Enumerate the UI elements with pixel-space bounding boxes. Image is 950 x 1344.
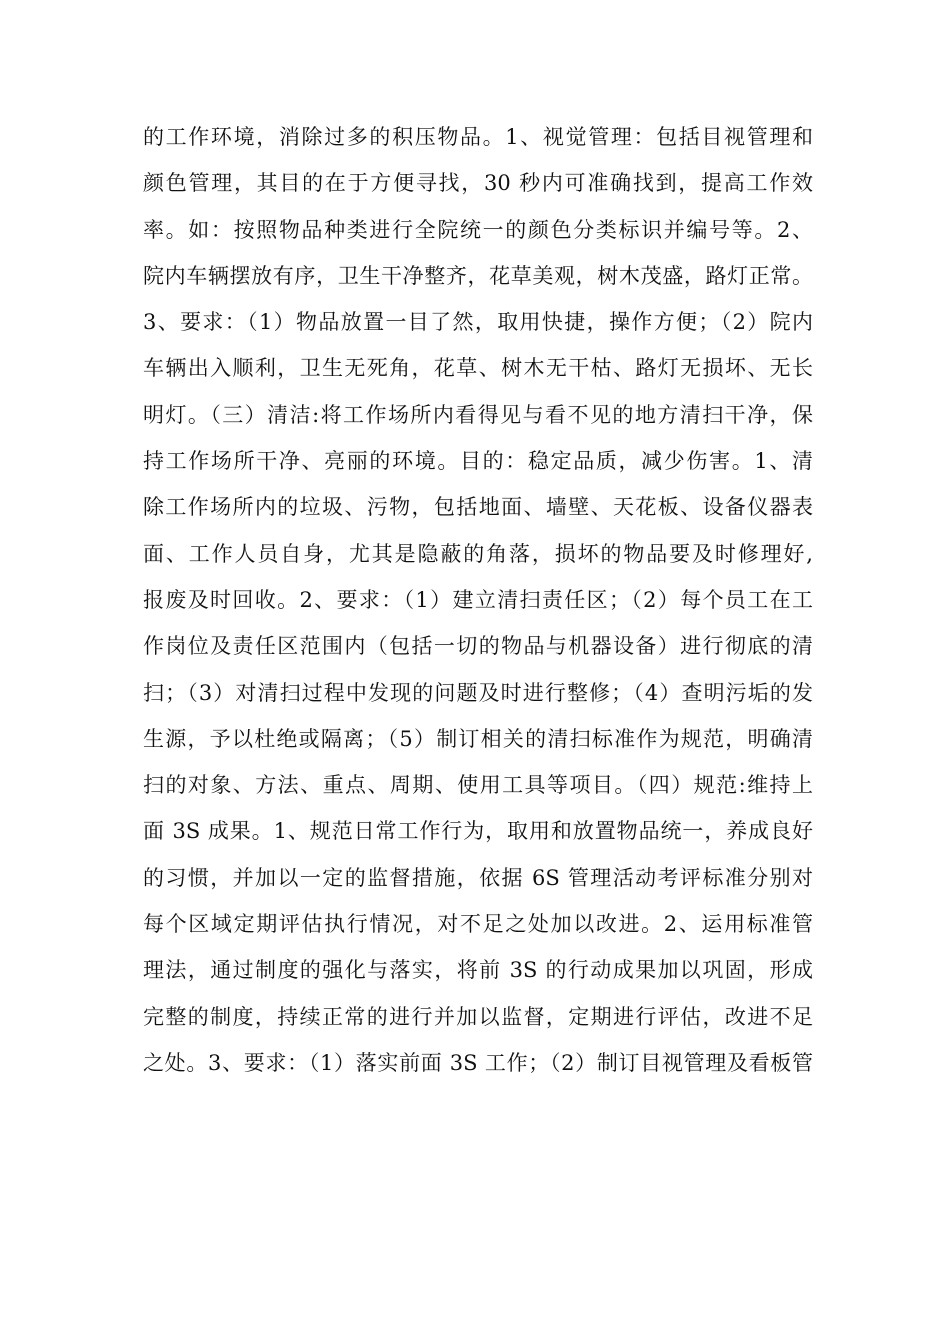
text-line-7: 明灯。（三）清洁:将工作场所内看得见与看不见的地方清扫干净，保 bbox=[143, 402, 813, 427]
text-line-20: 完整的制度，持续正常的进行并加以监督，定期进行评估，改进不足 bbox=[143, 1004, 813, 1029]
text-line-12: 作岗位及责任区范围内（包括一切的物品与机器设备）进行彻底的清 bbox=[143, 634, 813, 659]
text-line-5: 3、要求：（1）物品放置一目了然，取用快捷，操作方便；（2）院内 bbox=[143, 310, 813, 335]
text-line-2: 颜色管理，其目的在于方便寻找，30 秒内可准确找到，提高工作效 bbox=[143, 171, 813, 196]
body-text bbox=[143, 114, 813, 1086]
text-line-6: 车辆出入顺利，卫生无死角，花草、树木无干枯、路灯无损坏、无长 bbox=[143, 356, 813, 381]
text-line-21: 之处。3、要求：（1）落实前面 3S 工作；（2）制订目视管理及看板管 bbox=[143, 1050, 813, 1075]
text-line-19: 理法，通过制度的强化与落实，将前 3S 的行动成果加以巩固，形成 bbox=[143, 958, 813, 983]
text-line-4: 院内车辆摆放有序，卫生干净整齐，花草美观，树木茂盛，路灯正常。 bbox=[143, 263, 813, 288]
text-line-13: 扫；（3）对清扫过程中发现的问题及时进行整修；（4）查明污垢的发 bbox=[143, 680, 813, 705]
text-line-11: 报废及时回收。2、要求：（1）建立清扫责任区；（2）每个员工在工 bbox=[143, 587, 813, 612]
text-line-16: 面 3S 成果。1、规范日常工作行为，取用和放置物品统一，养成良好 bbox=[143, 819, 813, 844]
text-line-18: 每个区域定期评估执行情况，对不足之处加以改进。2、运用标准管 bbox=[143, 912, 813, 937]
text-line-14: 生源，予以杜绝或隔离；（5）制订相关的清扫标准作为规范，明确清 bbox=[143, 726, 813, 751]
text-line-10: 面、工作人员自身，尤其是隐蔽的角落，损坏的物品要及时修理好, bbox=[143, 541, 813, 566]
text-line-9: 除工作场所内的垃圾、污物，包括地面、墙壁、天花板、设备仪器表 bbox=[143, 495, 813, 520]
text-line-8: 持工作场所干净、亮丽的环境。目的：稳定品质，减少伤害。1、清 bbox=[143, 449, 813, 474]
text-line-17: 的习惯，并加以一定的监督措施，依据 6S 管理活动考评标准分别对 bbox=[143, 865, 813, 890]
text-line-15: 扫的对象、方法、重点、周期、使用工具等项目。（四）规范:维持上 bbox=[143, 773, 813, 798]
text-line-3: 率。如：按照物品种类进行全院统一的颜色分类标识并编号等。2、 bbox=[143, 217, 813, 242]
text-line-1: 的工作环境，消除过多的积压物品。1、视觉管理：包括目视管理和 bbox=[143, 125, 813, 149]
